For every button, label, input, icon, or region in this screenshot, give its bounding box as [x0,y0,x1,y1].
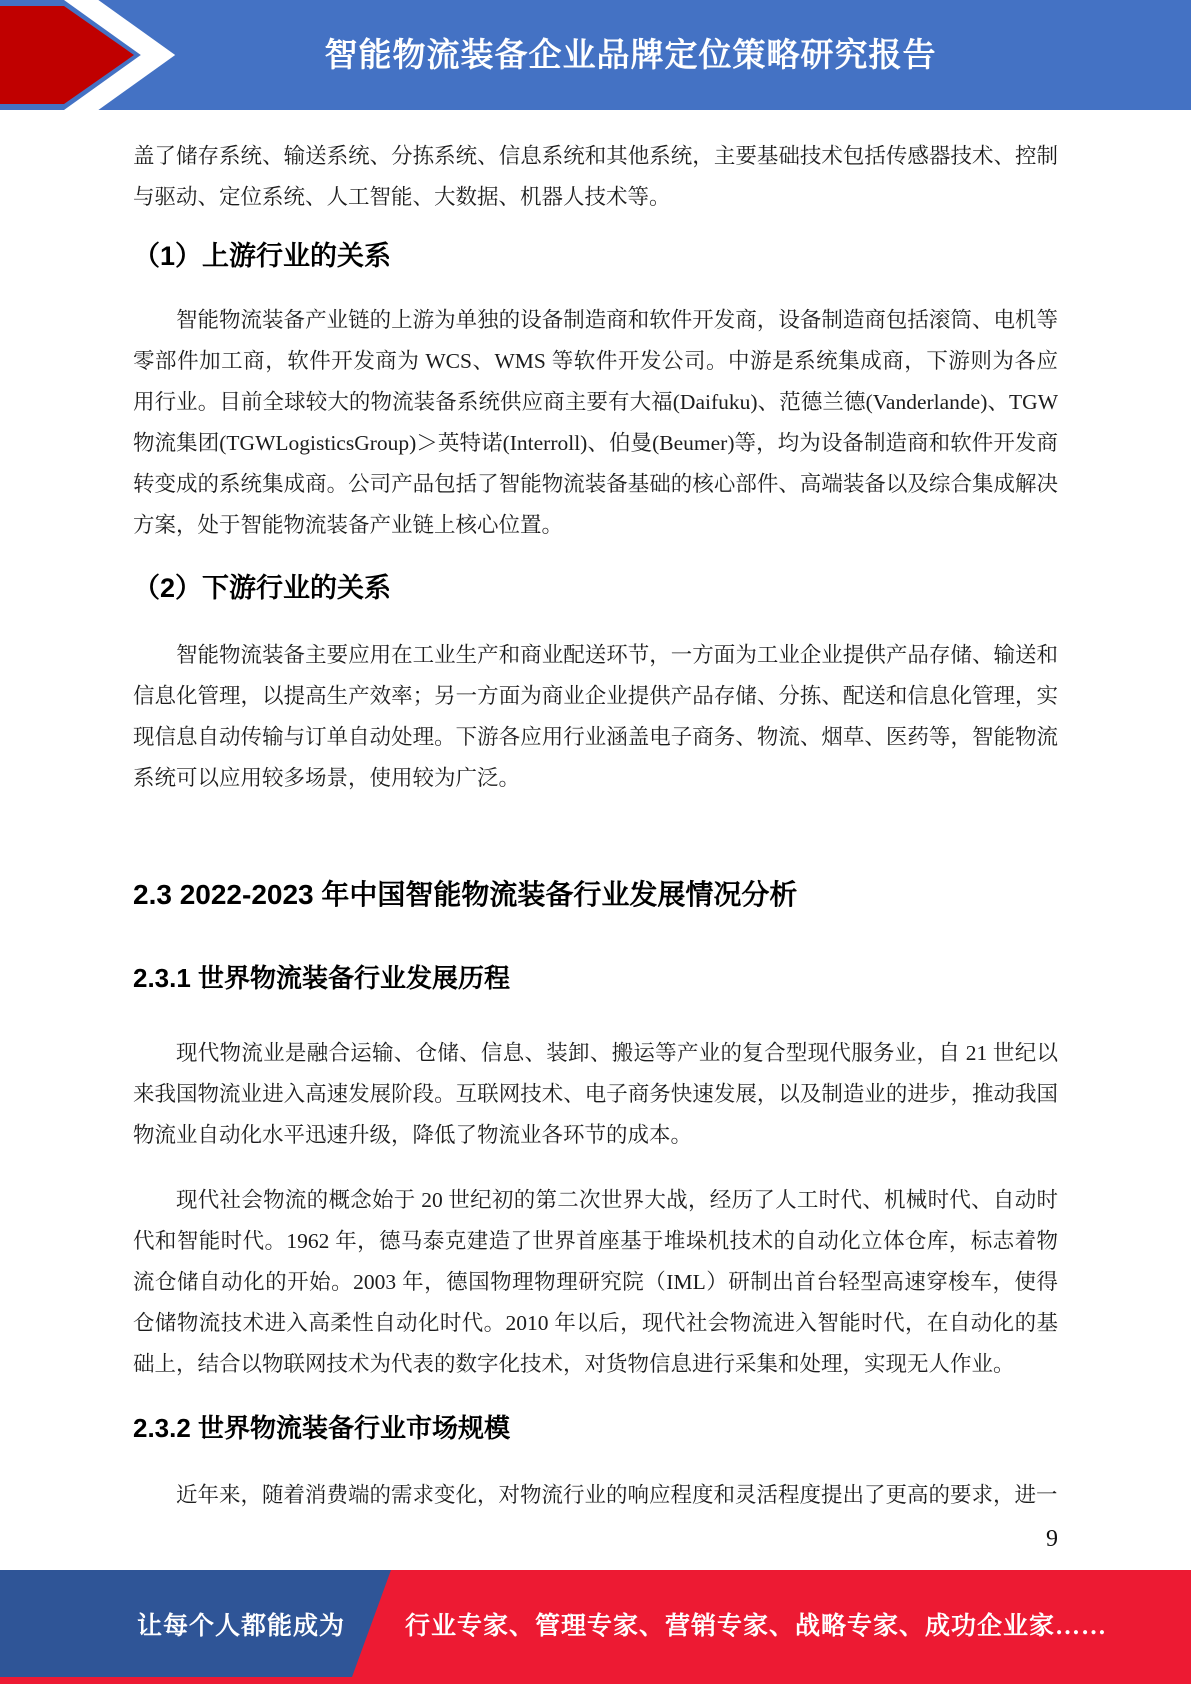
page-content [133,110,1058,1556]
body-paragraph: 近年来，随着消费端的需求变化，对物流行业的响应程度和灵活程度提出了更高的要求，进一 [176,1483,1058,1507]
body-paragraph: 智能物流装备主要应用在工业生产和商业配送环节，一方面为工业企业提供产品存储、输送和信息化管理，以提高生产效率；另一方面为商业企业提供产品存储、分拣、配送和信息化管理，实现信息自动传输与订单自动处理。下游各应用行业涵盖电子商务、物流、烟草、医药等，智能物流系统可以应用较多场景，使用较为广泛。 [133,643,1058,790]
subsection-heading-upstream: （1）上游行业的关系 [133,241,392,271]
subsection-heading-2-3-1: 2.3.1 世界物流装备行业发展历程 [133,963,511,993]
report-title: 智能物流装备企业品牌定位策略研究报告 [324,36,937,73]
body-paragraph: 现代社会物流的概念始于 20 世纪初的第二次世界大战，经历了人工时代、机械时代、自动时代和智能时代。1962 年，德马泰克建造了世界首座基于堆垛机技术的自动化立体仓库，标志着物流仓储自动化的开始。2003 年，德国物理物理研究院（IML）研制出首台轻型高速穿梭车，使得仓储物流技术进入高柔性自动化时代。2010 年以后，现代社会物流进入智能时代，在自动化的基础上，结合以物联网技术为代表的数字化技术，对货物信息进行采集和处理，实现无人作业。 [133,1188,1058,1376]
page-number: 9 [1046,1526,1058,1552]
body-paragraph: 现代物流业是融合运输、仓储、信息、装卸、搬运等产业的复合型现代服务业，自 21 世纪以来我国物流业进入高速发展阶段。互联网技术、电子商务快速发展，以及制造业的进步，推动我国物流业自动化水平迅速升级，降低了物流业各环节的成本。 [133,1041,1058,1147]
subsection-heading-2-3-2: 2.3.2 世界物流装备行业市场规模 [133,1413,511,1443]
footer-slogan-right: 行业专家、管理专家、营销专家、战略专家、成功企业家…… [405,1613,1108,1640]
section-heading-2-3: 2.3 2022-2023 年中国智能物流装备行业发展情况分析 [133,879,798,910]
header-banner [0,0,1191,110]
footer-banner [0,1570,1191,1684]
body-paragraph: 盖了储存系统、输送系统、分拣系统、信息系统和其他系统，主要基础技术包括传感器技术、控制与驱动、定位系统、人工智能、大数据、机器人技术等。 [133,144,1058,209]
footer-slogan-left: 让每个人都能成为 [137,1613,346,1640]
body-paragraph: 智能物流装备产业链的上游为单独的设备制造商和软件开发商，设备制造商包括滚筒、电机等零部件加工商，软件开发商为 WCS、WMS 等软件开发公司。中游是系统集成商，下游则为各应用行业。目前全球较大的物流装备系统供应商主要有大福(Daifuku)、范德兰德(Vanderlande)、TGW 物流集团(TGWLogisticsGroup)＞英特诺(Interroll)、伯曼(Beumer)等，均为设备制造商和软件开发商转变成的系统集成商。公司产品包括了智能物流装备基础的核心部件、高端装备以及综合集成解决方案，处于智能物流装备产业链上核心位置。 [133,308,1058,537]
subsection-heading-downstream: （2）下游行业的关系 [133,573,392,603]
